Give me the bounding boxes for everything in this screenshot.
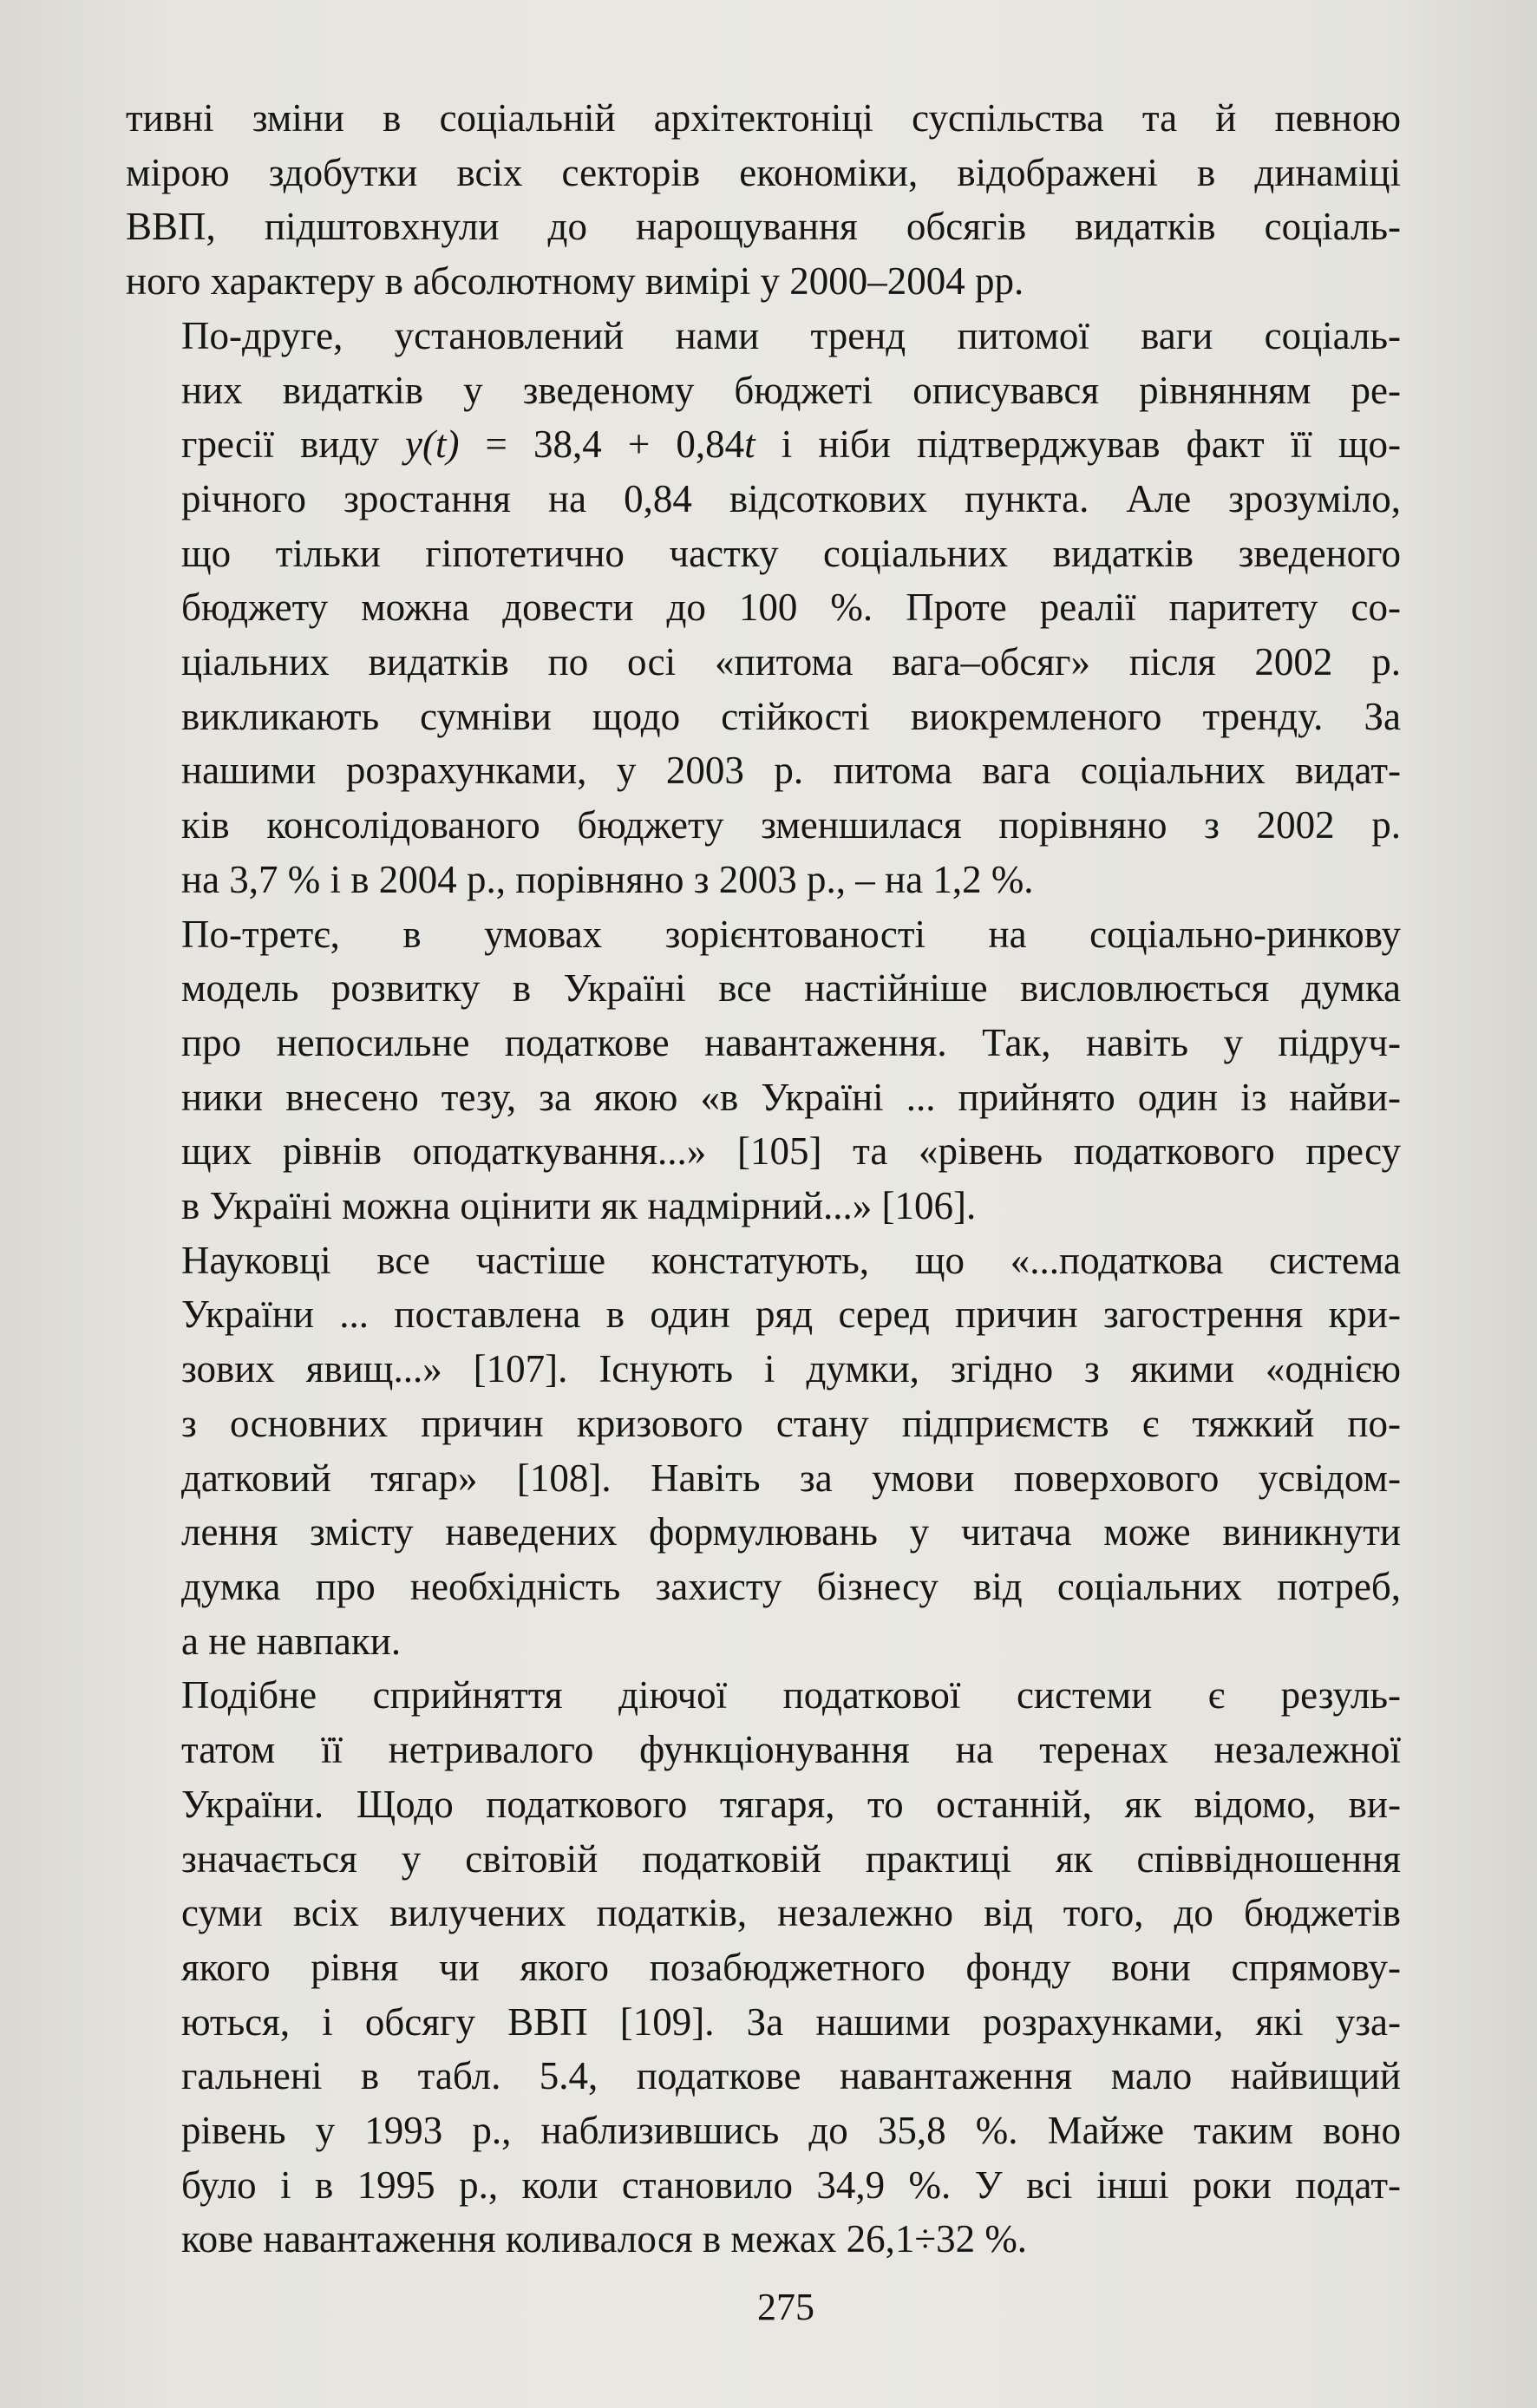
text-line: щих рівнів оподаткування...» [105] та «рівень податкового пресу bbox=[181, 1129, 1401, 1174]
body-text bbox=[126, 91, 1401, 2267]
text-line: ники внесено тезу, за якою «в Україні ... прийнято один із найви- bbox=[181, 1075, 1401, 1119]
text-line: мірою здобутки всіх секторів економіки, відображені в динаміці bbox=[126, 150, 1401, 194]
text-line: з основних причин кризового стану підприємств є тяжкий по- bbox=[181, 1401, 1401, 1445]
text-line: суми всіх вилучених податків, незалежно від того, до бюджетів bbox=[181, 1891, 1401, 1935]
text-line: лення змісту наведених формулювань у читача може виникнути bbox=[181, 1510, 1401, 1554]
text-line: По-третє, в умовах зорієнтованості на соціально-ринкову bbox=[181, 912, 1401, 956]
text-line: датковий тягар» [108]. Навіть за умови поверхового усвідом- bbox=[181, 1456, 1401, 1500]
text-line: ного характеру в абсолютному вимірі у 2000–2004 рр. bbox=[126, 259, 1024, 304]
text-line: викликають сумніви щодо стійкості виокремленого тренду. За bbox=[181, 694, 1401, 738]
text-line: України ... поставлена в один ряд серед причин загострення кри- bbox=[181, 1292, 1401, 1337]
text-line: якого рівня чи якого позабюджетного фонду вони спрямову- bbox=[181, 1945, 1401, 1989]
text-line: тивні зміни в соціальній архітектоніці суспільства та й певною bbox=[126, 96, 1401, 140]
text-line: По-друге, установлений нами тренд питомої ваги соціаль- bbox=[181, 313, 1401, 357]
text-line: гресії виду y(t) = 38,4 + 0,84t і ніби підтверджував факт її що- bbox=[181, 422, 1401, 467]
text-line: в Україні можна оцінити як надмірний...» [106]. bbox=[181, 1184, 977, 1228]
text-line: думка про необхідність захисту бізнесу від соціальних потреб, bbox=[181, 1564, 1401, 1608]
paragraph bbox=[126, 907, 1401, 1233]
page-number bbox=[0, 2285, 1537, 2329]
text-line: ків консолідованого бюджету зменшилася порівняно з 2002 р. bbox=[181, 803, 1401, 847]
text-line: гальнені в табл. 5.4, податкове навантаження мало найвищий bbox=[181, 2054, 1401, 2098]
text-line: бюджету можна довести до 100 %. Проте реалії паритету со- bbox=[181, 586, 1401, 630]
text-line: річного зростання на 0,84 відсоткових пункта. Але зрозуміло, bbox=[181, 476, 1401, 520]
text-line: татом її нетривалого функціонування на теренах незалежної bbox=[181, 1728, 1401, 1772]
text-line: модель розвитку в Україні все настійніше висловлюється думка bbox=[181, 966, 1401, 1011]
text-line: про непосильне податкове навантаження. Так, навіть у підруч- bbox=[181, 1020, 1401, 1064]
text-line: кове навантаження коливалося в межах 26,1÷32 %. bbox=[181, 2217, 1028, 2261]
text-line: України. Щодо податкового тягаря, то останній, як відомо, ви- bbox=[181, 1782, 1401, 1826]
text-line: на 3,7 % і в 2004 р., порівняно з 2003 р., – на 1,2 %. bbox=[181, 857, 1034, 901]
paragraph bbox=[126, 1668, 1401, 2267]
text-line: а не навпаки. bbox=[181, 1619, 402, 1663]
text-line: Науковці все частіше констатують, що «...податкова система bbox=[181, 1238, 1401, 1282]
text-line: що тільки гіпотетично частку соціальних видатків зведеного bbox=[181, 531, 1401, 575]
text-line: значається у світовій податковій практиці як співвідношення bbox=[181, 1836, 1401, 1881]
text-line: зових явищ...» [107]. Існують і думки, згідно з якими «однією bbox=[181, 1347, 1401, 1391]
text-line: ВВП, підштовхнули до нарощування обсягів видатків соціаль- bbox=[126, 205, 1401, 249]
text-line: ються, і обсягу ВВП [109]. За нашими розрахунками, які уза- bbox=[181, 1999, 1401, 2044]
paragraph bbox=[126, 309, 1401, 907]
text-line: них видатків у зведеному бюджеті описувався рівнянням ре- bbox=[181, 368, 1401, 412]
text-line: було і в 1995 р., коли становило 34,9 %. У всі інші роки подат- bbox=[181, 2163, 1401, 2207]
text-line: Подібне сприйняття діючої податкової системи є резуль- bbox=[181, 1673, 1401, 1718]
text-line: ціальних видатків по осі «питома вага–обсяг» після 2002 р. bbox=[181, 640, 1401, 684]
text-line: рівень у 1993 р., наблизившись до 35,8 %. Майже таким воно bbox=[181, 2109, 1401, 2153]
paragraph bbox=[126, 1233, 1401, 1669]
text-line: нашими розрахунками, у 2003 р. питома вага соціальних видат- bbox=[181, 749, 1401, 793]
paragraph bbox=[126, 91, 1401, 309]
page-number-value: 275 bbox=[757, 2286, 814, 2328]
